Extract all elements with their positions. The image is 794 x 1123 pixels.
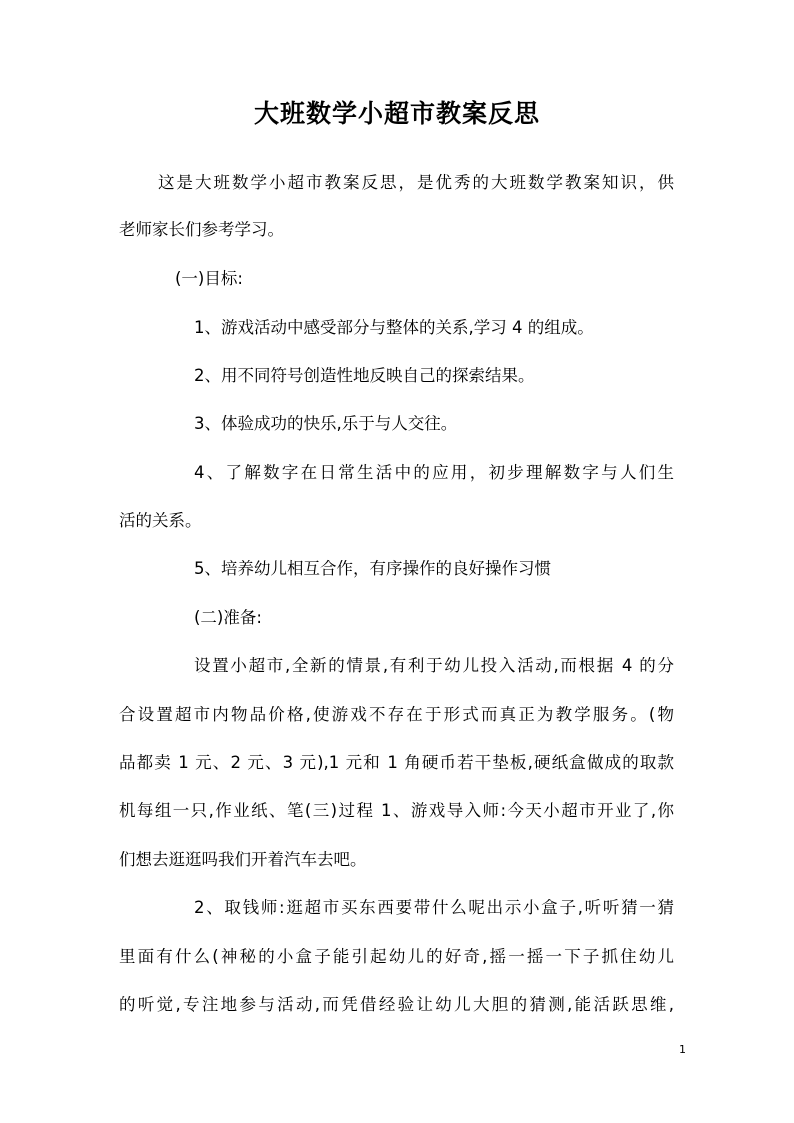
- body-line: 2、用不同符号创造性地反映自己的探索结果。: [194, 366, 535, 385]
- body-line: 活的关系。: [119, 511, 202, 530]
- body-line: 合设置超市内物品价格,使游戏不存在于形式而真正为教学服务。(物: [119, 705, 674, 724]
- body-line: 3、体验成功的快乐,乐于与人交往。: [194, 414, 458, 433]
- body-line: 2、取钱师:逛超市买东西要带什么呢出示小盒子,听听猜一猜: [194, 898, 674, 917]
- body-line: 的听觉,专注地参与活动,而凭借经验让幼儿大胆的猜测,能活跃思维,: [119, 995, 674, 1014]
- section-heading: (一)目标:: [175, 269, 243, 288]
- body-line: 设置小超市,全新的情景,有利于幼儿投入活动,而根据 4 的分: [194, 656, 674, 675]
- body-line: 品都卖 1 元、2 元、3 元),1 元和 1 角硬币若干垫板,硬纸盒做成的取款: [119, 753, 674, 772]
- page-title: 大班数学小超市教案反思: [253, 99, 540, 128]
- page-number: 1: [679, 1043, 686, 1056]
- body-line: 4、了解数字在日常生活中的应用，初步理解数字与人们生: [194, 463, 674, 482]
- body-line: 5、培养幼儿相互合作，有序操作的良好操作习惯: [194, 559, 551, 578]
- section-heading: (二)准备:: [194, 608, 262, 627]
- body-line: 这是大班数学小超市教案反思，是优秀的大班数学教案知识，供: [158, 173, 674, 192]
- body-line: 里面有什么(神秘的小盒子能引起幼儿的好奇,摇一摇一下子抓住幼儿: [119, 947, 674, 966]
- body-line: 们想去逛逛吗我们开着汽车去吧。: [119, 850, 367, 869]
- body-line: 1、游戏活动中感受部分与整体的关系,学习 4 的组成。: [194, 318, 594, 337]
- body-line: 老师家长们参考学习。: [119, 220, 284, 239]
- body-line: 机每组一只,作业纸、笔(三)过程 1、游戏导入师:今天小超市开业了,你: [119, 801, 674, 820]
